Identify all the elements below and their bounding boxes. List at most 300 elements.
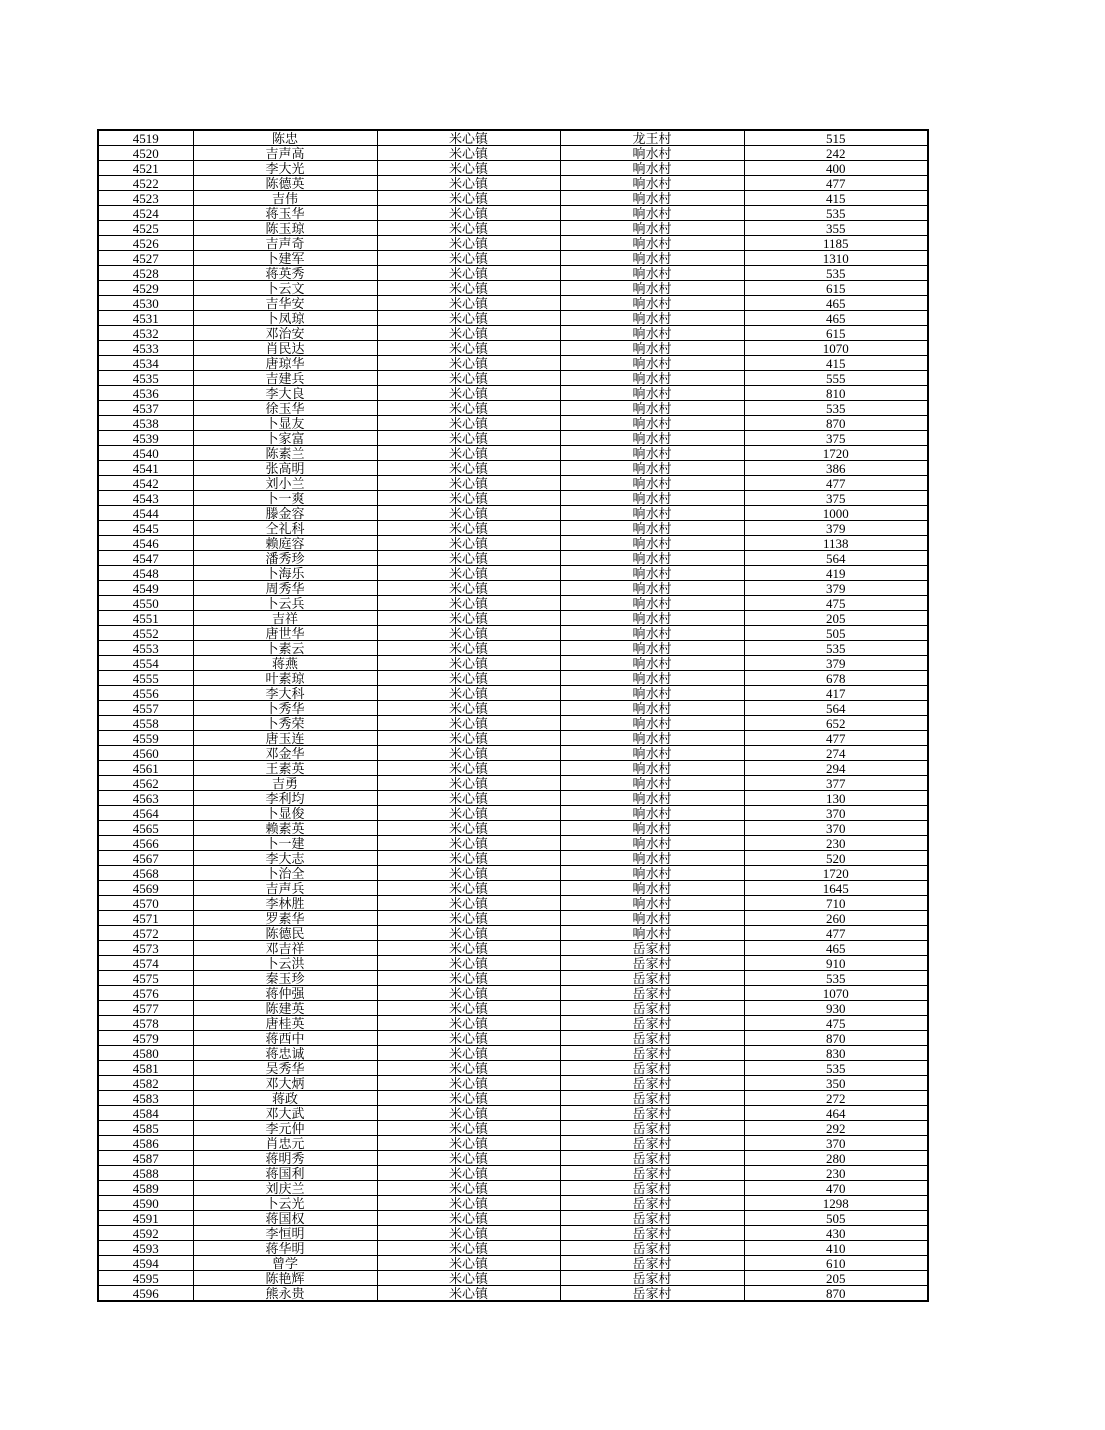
amount-cell: 465 xyxy=(744,941,928,956)
row-number-cell: 4544 xyxy=(98,506,193,521)
row-number-cell: 4542 xyxy=(98,476,193,491)
table-row xyxy=(98,1271,928,1286)
village-cell: 响水村 xyxy=(560,281,744,296)
village-cell: 响水村 xyxy=(560,356,744,371)
village-cell: 响水村 xyxy=(560,206,744,221)
name-cell: 唐世华 xyxy=(193,626,377,641)
row-number-cell: 4534 xyxy=(98,356,193,371)
amount-cell: 379 xyxy=(744,581,928,596)
amount-cell: 477 xyxy=(744,731,928,746)
village-cell: 响水村 xyxy=(560,176,744,191)
amount-cell: 535 xyxy=(744,971,928,986)
table-row xyxy=(98,431,928,446)
amount-cell: 379 xyxy=(744,521,928,536)
table-row xyxy=(98,1256,928,1271)
row-number-cell: 4523 xyxy=(98,191,193,206)
village-cell: 响水村 xyxy=(560,416,744,431)
village-cell: 响水村 xyxy=(560,146,744,161)
name-cell: 吉声高 xyxy=(193,146,377,161)
table-row xyxy=(98,596,928,611)
name-cell: 肖忠元 xyxy=(193,1136,377,1151)
village-cell: 岳家村 xyxy=(560,956,744,971)
name-cell: 张高明 xyxy=(193,461,377,476)
row-number-cell: 4551 xyxy=(98,611,193,626)
village-cell: 响水村 xyxy=(560,386,744,401)
name-cell: 秦玉珍 xyxy=(193,971,377,986)
row-number-cell: 4519 xyxy=(98,130,193,146)
amount-cell: 379 xyxy=(744,656,928,671)
amount-cell: 535 xyxy=(744,206,928,221)
town-cell: 米心镇 xyxy=(377,476,560,491)
name-cell: 吉勇 xyxy=(193,776,377,791)
table-row xyxy=(98,656,928,671)
row-number-cell: 4553 xyxy=(98,641,193,656)
amount-cell: 375 xyxy=(744,491,928,506)
row-number-cell: 4585 xyxy=(98,1121,193,1136)
village-cell: 响水村 xyxy=(560,821,744,836)
row-number-cell: 4538 xyxy=(98,416,193,431)
row-number-cell: 4525 xyxy=(98,221,193,236)
town-cell: 米心镇 xyxy=(377,626,560,641)
row-number-cell: 4526 xyxy=(98,236,193,251)
town-cell: 米心镇 xyxy=(377,821,560,836)
town-cell: 米心镇 xyxy=(377,746,560,761)
row-number-cell: 4580 xyxy=(98,1046,193,1061)
name-cell: 唐玉连 xyxy=(193,731,377,746)
amount-cell: 1720 xyxy=(744,866,928,881)
amount-cell: 1645 xyxy=(744,881,928,896)
town-cell: 米心镇 xyxy=(377,911,560,926)
row-number-cell: 4594 xyxy=(98,1256,193,1271)
table-row xyxy=(98,191,928,206)
name-cell: 卜云文 xyxy=(193,281,377,296)
village-cell: 岳家村 xyxy=(560,1286,744,1302)
village-cell: 岳家村 xyxy=(560,1076,744,1091)
amount-cell: 610 xyxy=(744,1256,928,1271)
table-row xyxy=(98,1286,928,1302)
table-row xyxy=(98,716,928,731)
village-cell: 响水村 xyxy=(560,776,744,791)
row-number-cell: 4524 xyxy=(98,206,193,221)
table-row xyxy=(98,1031,928,1046)
town-cell: 米心镇 xyxy=(377,866,560,881)
name-cell: 卜显俊 xyxy=(193,806,377,821)
table-row xyxy=(98,1151,928,1166)
table-row xyxy=(98,671,928,686)
amount-cell: 242 xyxy=(744,146,928,161)
village-cell: 响水村 xyxy=(560,761,744,776)
name-cell: 陈素兰 xyxy=(193,446,377,461)
village-cell: 岳家村 xyxy=(560,1061,744,1076)
name-cell: 陈德英 xyxy=(193,176,377,191)
amount-cell: 475 xyxy=(744,596,928,611)
name-cell: 蒋仲强 xyxy=(193,986,377,1001)
name-cell: 卜秀华 xyxy=(193,701,377,716)
amount-cell: 475 xyxy=(744,1016,928,1031)
amount-cell: 465 xyxy=(744,296,928,311)
village-cell: 响水村 xyxy=(560,491,744,506)
town-cell: 米心镇 xyxy=(377,1136,560,1151)
village-cell: 岳家村 xyxy=(560,1121,744,1136)
amount-cell: 260 xyxy=(744,911,928,926)
village-cell: 响水村 xyxy=(560,641,744,656)
amount-cell: 419 xyxy=(744,566,928,581)
row-number-cell: 4549 xyxy=(98,581,193,596)
table-row xyxy=(98,776,928,791)
table-row xyxy=(98,941,928,956)
table-row xyxy=(98,1016,928,1031)
village-cell: 响水村 xyxy=(560,836,744,851)
amount-cell: 1070 xyxy=(744,986,928,1001)
table-row xyxy=(98,341,928,356)
name-cell: 卜家富 xyxy=(193,431,377,446)
row-number-cell: 4567 xyxy=(98,851,193,866)
town-cell: 米心镇 xyxy=(377,1076,560,1091)
town-cell: 米心镇 xyxy=(377,1001,560,1016)
name-cell: 刘小兰 xyxy=(193,476,377,491)
amount-cell: 1070 xyxy=(744,341,928,356)
table-row xyxy=(98,1196,928,1211)
name-cell: 李恒明 xyxy=(193,1226,377,1241)
table-row xyxy=(98,1226,928,1241)
row-number-cell: 4587 xyxy=(98,1151,193,1166)
village-cell: 响水村 xyxy=(560,551,744,566)
row-number-cell: 4575 xyxy=(98,971,193,986)
town-cell: 米心镇 xyxy=(377,536,560,551)
table-row xyxy=(98,611,928,626)
village-cell: 岳家村 xyxy=(560,1001,744,1016)
amount-cell: 615 xyxy=(744,326,928,341)
name-cell: 吉声兵 xyxy=(193,881,377,896)
row-number-cell: 4566 xyxy=(98,836,193,851)
amount-cell: 1310 xyxy=(744,251,928,266)
table-row xyxy=(98,986,928,1001)
village-cell: 岳家村 xyxy=(560,1091,744,1106)
town-cell: 米心镇 xyxy=(377,566,560,581)
town-cell: 米心镇 xyxy=(377,686,560,701)
name-cell: 滕金容 xyxy=(193,506,377,521)
row-number-cell: 4591 xyxy=(98,1211,193,1226)
town-cell: 米心镇 xyxy=(377,851,560,866)
row-number-cell: 4554 xyxy=(98,656,193,671)
amount-cell: 386 xyxy=(744,461,928,476)
table-row xyxy=(98,146,928,161)
table-row xyxy=(98,236,928,251)
town-cell: 米心镇 xyxy=(377,926,560,941)
name-cell: 卜显友 xyxy=(193,416,377,431)
village-cell: 岳家村 xyxy=(560,1106,744,1121)
town-cell: 米心镇 xyxy=(377,130,560,146)
town-cell: 米心镇 xyxy=(377,296,560,311)
name-cell: 卜素云 xyxy=(193,641,377,656)
table-body xyxy=(98,130,928,1301)
name-cell: 吉华安 xyxy=(193,296,377,311)
amount-cell: 400 xyxy=(744,161,928,176)
village-cell: 响水村 xyxy=(560,221,744,236)
village-cell: 响水村 xyxy=(560,431,744,446)
row-number-cell: 4592 xyxy=(98,1226,193,1241)
amount-cell: 1000 xyxy=(744,506,928,521)
amount-cell: 465 xyxy=(744,311,928,326)
row-number-cell: 4563 xyxy=(98,791,193,806)
row-number-cell: 4530 xyxy=(98,296,193,311)
row-number-cell: 4565 xyxy=(98,821,193,836)
amount-cell: 870 xyxy=(744,1031,928,1046)
table-row xyxy=(98,491,928,506)
village-cell: 响水村 xyxy=(560,926,744,941)
town-cell: 米心镇 xyxy=(377,1196,560,1211)
village-cell: 响水村 xyxy=(560,191,744,206)
name-cell: 赖庭容 xyxy=(193,536,377,551)
village-cell: 响水村 xyxy=(560,911,744,926)
town-cell: 米心镇 xyxy=(377,176,560,191)
name-cell: 卜云兵 xyxy=(193,596,377,611)
amount-cell: 564 xyxy=(744,701,928,716)
amount-cell: 130 xyxy=(744,791,928,806)
row-number-cell: 4540 xyxy=(98,446,193,461)
village-cell: 响水村 xyxy=(560,596,744,611)
table-row xyxy=(98,1166,928,1181)
village-cell: 岳家村 xyxy=(560,941,744,956)
table-row xyxy=(98,521,928,536)
name-cell: 卜云光 xyxy=(193,1196,377,1211)
table-row xyxy=(98,476,928,491)
table-row xyxy=(98,971,928,986)
town-cell: 米心镇 xyxy=(377,971,560,986)
town-cell: 米心镇 xyxy=(377,1256,560,1271)
table-row xyxy=(98,836,928,851)
amount-cell: 370 xyxy=(744,821,928,836)
name-cell: 赖素英 xyxy=(193,821,377,836)
row-number-cell: 4522 xyxy=(98,176,193,191)
name-cell: 肖民达 xyxy=(193,341,377,356)
town-cell: 米心镇 xyxy=(377,416,560,431)
row-number-cell: 4559 xyxy=(98,731,193,746)
amount-cell: 477 xyxy=(744,176,928,191)
name-cell: 仝礼科 xyxy=(193,521,377,536)
village-cell: 响水村 xyxy=(560,791,744,806)
town-cell: 米心镇 xyxy=(377,791,560,806)
table-row xyxy=(98,461,928,476)
table-row xyxy=(98,266,928,281)
name-cell: 唐琼华 xyxy=(193,356,377,371)
village-cell: 岳家村 xyxy=(560,1196,744,1211)
village-cell: 岳家村 xyxy=(560,1241,744,1256)
village-cell: 响水村 xyxy=(560,521,744,536)
amount-cell: 515 xyxy=(744,130,928,146)
row-number-cell: 4590 xyxy=(98,1196,193,1211)
town-cell: 米心镇 xyxy=(377,1121,560,1136)
amount-cell: 430 xyxy=(744,1226,928,1241)
row-number-cell: 4548 xyxy=(98,566,193,581)
name-cell: 邓治安 xyxy=(193,326,377,341)
amount-cell: 555 xyxy=(744,371,928,386)
amount-cell: 410 xyxy=(744,1241,928,1256)
amount-cell: 535 xyxy=(744,641,928,656)
table-row xyxy=(98,731,928,746)
name-cell: 潘秀珍 xyxy=(193,551,377,566)
amount-cell: 870 xyxy=(744,416,928,431)
row-number-cell: 4581 xyxy=(98,1061,193,1076)
table-row xyxy=(98,416,928,431)
village-cell: 岳家村 xyxy=(560,1016,744,1031)
row-number-cell: 4564 xyxy=(98,806,193,821)
town-cell: 米心镇 xyxy=(377,191,560,206)
amount-cell: 1298 xyxy=(744,1196,928,1211)
row-number-cell: 4593 xyxy=(98,1241,193,1256)
row-number-cell: 4576 xyxy=(98,986,193,1001)
amount-cell: 370 xyxy=(744,1136,928,1151)
town-cell: 米心镇 xyxy=(377,1226,560,1241)
row-number-cell: 4578 xyxy=(98,1016,193,1031)
town-cell: 米心镇 xyxy=(377,776,560,791)
row-number-cell: 4572 xyxy=(98,926,193,941)
village-cell: 响水村 xyxy=(560,506,744,521)
name-cell: 李大光 xyxy=(193,161,377,176)
town-cell: 米心镇 xyxy=(377,896,560,911)
table-row xyxy=(98,281,928,296)
town-cell: 米心镇 xyxy=(377,716,560,731)
town-cell: 米心镇 xyxy=(377,761,560,776)
town-cell: 米心镇 xyxy=(377,401,560,416)
table-row xyxy=(98,806,928,821)
table-row xyxy=(98,821,928,836)
amount-cell: 280 xyxy=(744,1151,928,1166)
village-cell: 响水村 xyxy=(560,311,744,326)
town-cell: 米心镇 xyxy=(377,521,560,536)
amount-cell: 652 xyxy=(744,716,928,731)
village-cell: 响水村 xyxy=(560,881,744,896)
name-cell: 徐玉华 xyxy=(193,401,377,416)
row-number-cell: 4541 xyxy=(98,461,193,476)
table-row xyxy=(98,896,928,911)
village-cell: 岳家村 xyxy=(560,1181,744,1196)
amount-cell: 615 xyxy=(744,281,928,296)
row-number-cell: 4596 xyxy=(98,1286,193,1302)
village-cell: 响水村 xyxy=(560,296,744,311)
table-row xyxy=(98,1076,928,1091)
town-cell: 米心镇 xyxy=(377,806,560,821)
amount-cell: 470 xyxy=(744,1181,928,1196)
table-row xyxy=(98,926,928,941)
amount-cell: 230 xyxy=(744,1166,928,1181)
village-cell: 岳家村 xyxy=(560,1151,744,1166)
name-cell: 唐桂英 xyxy=(193,1016,377,1031)
town-cell: 米心镇 xyxy=(377,1151,560,1166)
amount-cell: 272 xyxy=(744,1091,928,1106)
town-cell: 米心镇 xyxy=(377,311,560,326)
town-cell: 米心镇 xyxy=(377,941,560,956)
table-row xyxy=(98,791,928,806)
table-row xyxy=(98,1241,928,1256)
name-cell: 吉声奇 xyxy=(193,236,377,251)
name-cell: 蒋明秀 xyxy=(193,1151,377,1166)
table-row xyxy=(98,371,928,386)
village-cell: 岳家村 xyxy=(560,1046,744,1061)
village-cell: 响水村 xyxy=(560,371,744,386)
name-cell: 蒋西中 xyxy=(193,1031,377,1046)
town-cell: 米心镇 xyxy=(377,386,560,401)
village-cell: 响水村 xyxy=(560,446,744,461)
row-number-cell: 4586 xyxy=(98,1136,193,1151)
name-cell: 卜秀荣 xyxy=(193,716,377,731)
name-cell: 卜云洪 xyxy=(193,956,377,971)
village-cell: 响水村 xyxy=(560,671,744,686)
row-number-cell: 4562 xyxy=(98,776,193,791)
row-number-cell: 4583 xyxy=(98,1091,193,1106)
table-row xyxy=(98,1121,928,1136)
amount-cell: 1720 xyxy=(744,446,928,461)
town-cell: 米心镇 xyxy=(377,221,560,236)
name-cell: 吉祥 xyxy=(193,611,377,626)
table-row xyxy=(98,296,928,311)
row-number-cell: 4547 xyxy=(98,551,193,566)
amount-cell: 230 xyxy=(744,836,928,851)
name-cell: 蒋国权 xyxy=(193,1211,377,1226)
town-cell: 米心镇 xyxy=(377,326,560,341)
amount-cell: 417 xyxy=(744,686,928,701)
amount-cell: 292 xyxy=(744,1121,928,1136)
row-number-cell: 4589 xyxy=(98,1181,193,1196)
table-row xyxy=(98,506,928,521)
amount-cell: 415 xyxy=(744,356,928,371)
name-cell: 李大志 xyxy=(193,851,377,866)
name-cell: 吉建兵 xyxy=(193,371,377,386)
row-number-cell: 4552 xyxy=(98,626,193,641)
amount-cell: 930 xyxy=(744,1001,928,1016)
amount-cell: 710 xyxy=(744,896,928,911)
name-cell: 吴秀华 xyxy=(193,1061,377,1076)
town-cell: 米心镇 xyxy=(377,1061,560,1076)
row-number-cell: 4537 xyxy=(98,401,193,416)
town-cell: 米心镇 xyxy=(377,1286,560,1302)
name-cell: 陈建英 xyxy=(193,1001,377,1016)
village-cell: 响水村 xyxy=(560,701,744,716)
town-cell: 米心镇 xyxy=(377,656,560,671)
town-cell: 米心镇 xyxy=(377,836,560,851)
amount-cell: 520 xyxy=(744,851,928,866)
town-cell: 米心镇 xyxy=(377,611,560,626)
row-number-cell: 4569 xyxy=(98,881,193,896)
row-number-cell: 4560 xyxy=(98,746,193,761)
table-row xyxy=(98,1211,928,1226)
town-cell: 米心镇 xyxy=(377,956,560,971)
town-cell: 米心镇 xyxy=(377,251,560,266)
village-cell: 响水村 xyxy=(560,611,744,626)
amount-cell: 1138 xyxy=(744,536,928,551)
row-number-cell: 4558 xyxy=(98,716,193,731)
name-cell: 李大良 xyxy=(193,386,377,401)
village-cell: 响水村 xyxy=(560,566,744,581)
name-cell: 叶素琼 xyxy=(193,671,377,686)
village-cell: 响水村 xyxy=(560,581,744,596)
town-cell: 米心镇 xyxy=(377,356,560,371)
name-cell: 李元仲 xyxy=(193,1121,377,1136)
town-cell: 米心镇 xyxy=(377,986,560,1001)
village-cell: 岳家村 xyxy=(560,986,744,1001)
row-number-cell: 4543 xyxy=(98,491,193,506)
amount-cell: 678 xyxy=(744,671,928,686)
name-cell: 罗素华 xyxy=(193,911,377,926)
amount-cell: 377 xyxy=(744,776,928,791)
amount-cell: 294 xyxy=(744,761,928,776)
name-cell: 蒋政 xyxy=(193,1091,377,1106)
town-cell: 米心镇 xyxy=(377,881,560,896)
village-cell: 响水村 xyxy=(560,896,744,911)
amount-cell: 464 xyxy=(744,1106,928,1121)
name-cell: 邓金华 xyxy=(193,746,377,761)
amount-cell: 370 xyxy=(744,806,928,821)
